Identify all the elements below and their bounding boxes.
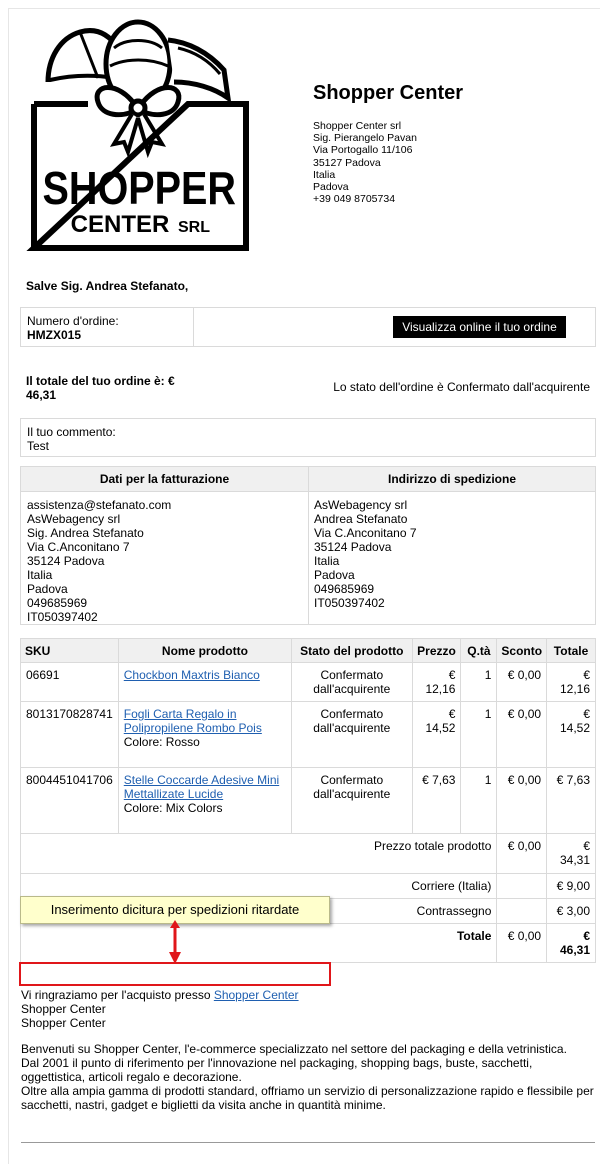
row-total bbox=[547, 768, 596, 834]
comment-box bbox=[20, 418, 596, 457]
status-line: Confermato bbox=[320, 773, 384, 787]
order-total-label: Il totale del tuo ordine è: € bbox=[26, 374, 175, 388]
shop-info-line: Via Portogallo 11/106 bbox=[313, 144, 413, 157]
product-status bbox=[292, 702, 412, 768]
cod-value: € 3,00 bbox=[547, 899, 596, 924]
product-total-row bbox=[21, 834, 596, 874]
shop-link[interactable]: Shopper Center bbox=[213, 988, 299, 1002]
row-total bbox=[547, 663, 596, 702]
quantity: 1 bbox=[461, 663, 497, 702]
total-line: 14,52 bbox=[559, 721, 590, 735]
about-text bbox=[21, 1042, 596, 1112]
signature-line: Shopper Center bbox=[21, 1002, 106, 1016]
col-header-qty: Q.tà bbox=[461, 639, 497, 663]
double-arrow-icon bbox=[160, 918, 190, 966]
product-cell bbox=[118, 702, 291, 768]
footer-divider bbox=[21, 1142, 595, 1143]
address-box bbox=[20, 466, 596, 625]
logo-text-center: CENTER bbox=[70, 211, 170, 238]
table-row bbox=[21, 663, 596, 702]
signature-line: Shopper Center bbox=[21, 1016, 106, 1030]
shipping-line: 35124 Padova bbox=[314, 540, 392, 554]
courier-discount bbox=[497, 874, 547, 899]
delayed-shipping-placeholder bbox=[19, 962, 331, 986]
discount: € 0,00 bbox=[497, 702, 547, 768]
about-paragraph: Dal 2001 il punto di riferimento per l'innovazione nel packaging, shopping bags, buste, sacchetti, oggettistica, articoli regalo e decorazione. bbox=[21, 1056, 533, 1084]
thanks-block bbox=[21, 988, 299, 1030]
about-paragraph: Oltre alla ampia gamma di prodotti standard, offriamo un servizio di personalizzazione rapido e flessibile per sacchetti, nastri, gadget e biglietti da visita anche in quantità minime. bbox=[21, 1084, 594, 1112]
product-total-discount: € 0,00 bbox=[497, 834, 547, 874]
shipping-line: Via C.Anconitano 7 bbox=[314, 526, 417, 540]
annotation-callout: Inserimento dicitura per spedizioni ritardate bbox=[20, 896, 330, 924]
billing-line: IT050397402 bbox=[27, 610, 98, 624]
shipping-header: Indirizzo di spedizione bbox=[309, 467, 595, 492]
total-line: € 7,63 bbox=[556, 773, 590, 787]
price-line: 14,52 bbox=[425, 721, 456, 735]
discount: € 0,00 bbox=[497, 663, 547, 702]
product-cell bbox=[118, 663, 291, 702]
product-status bbox=[292, 663, 412, 702]
price-line: € bbox=[448, 707, 456, 721]
view-order-online-button[interactable]: Visualizza online il tuo ordine bbox=[393, 316, 566, 338]
product-status bbox=[292, 768, 412, 834]
order-total-value: 46,31 bbox=[26, 388, 57, 402]
billing-line: Padova bbox=[27, 582, 68, 596]
shipping-line: Andrea Stefanato bbox=[314, 512, 408, 526]
status-line: dall'acquirente bbox=[313, 721, 391, 735]
total-line: 12,16 bbox=[559, 682, 590, 696]
status-line: dall'acquirente bbox=[313, 787, 391, 801]
col-header-status: Stato del prodotto bbox=[292, 639, 412, 663]
shipping-line: Italia bbox=[314, 554, 340, 568]
order-number-box bbox=[20, 307, 596, 347]
courier-row bbox=[21, 874, 596, 899]
grand-total-value bbox=[547, 924, 596, 963]
shop-address bbox=[313, 120, 417, 205]
value-line: 46,31 bbox=[559, 943, 590, 957]
product-total-value bbox=[547, 834, 596, 874]
grand-total-row bbox=[21, 924, 596, 963]
order-number: HMZX015 bbox=[27, 328, 82, 342]
value-line: 34,31 bbox=[559, 853, 590, 867]
price bbox=[412, 702, 461, 768]
price bbox=[412, 768, 461, 834]
shop-phone: +39 049 8705734 bbox=[313, 193, 396, 206]
divider bbox=[308, 467, 309, 624]
col-header-total: Totale bbox=[547, 639, 596, 663]
col-header-discount: Sconto bbox=[497, 639, 547, 663]
status-line: Confermato bbox=[320, 707, 384, 721]
thanks-text: Vi ringraziamo per l'acquisto presso bbox=[21, 988, 214, 1002]
product-cell bbox=[118, 768, 291, 834]
shipping-line: AsWebagency srl bbox=[314, 498, 408, 512]
order-status: Lo stato dell'ordine è Confermato dall'acquirente bbox=[333, 380, 590, 394]
price-line: € bbox=[448, 668, 456, 682]
cod-label: Contrassegno bbox=[21, 899, 497, 924]
order-total bbox=[26, 374, 196, 402]
billing-line: Via C.Anconitano 7 bbox=[27, 540, 130, 554]
grand-total-label: Totale bbox=[21, 924, 497, 963]
total-line: € bbox=[583, 668, 590, 682]
quantity: 1 bbox=[461, 702, 497, 768]
sku: 8004451041706 bbox=[21, 768, 119, 834]
greeting: Salve Sig. Andrea Stefanato, bbox=[26, 279, 189, 293]
shop-info-line: Padova bbox=[313, 181, 349, 194]
grand-total-discount: € 0,00 bbox=[497, 924, 547, 963]
shipping-line: IT050397402 bbox=[314, 596, 385, 610]
shipping-line: Padova bbox=[314, 568, 355, 582]
billing-line: 35124 Padova bbox=[27, 554, 105, 568]
col-header-price: Prezzo bbox=[412, 639, 461, 663]
row-total bbox=[547, 702, 596, 768]
order-number-label: Numero d'ordine: bbox=[27, 314, 119, 328]
value-line: € bbox=[583, 929, 590, 943]
billing-address bbox=[27, 498, 171, 624]
price-line: 12,16 bbox=[425, 682, 456, 696]
table-row bbox=[21, 702, 596, 768]
shop-info-line: Shopper Center srl bbox=[313, 120, 402, 132]
courier-label: Corriere (Italia) bbox=[21, 874, 497, 899]
product-link[interactable]: Fogli Carta Regalo in Polipropilene Rombo Pois bbox=[123, 707, 262, 735]
col-header-sku: SKU bbox=[21, 639, 119, 663]
price bbox=[412, 663, 461, 702]
about-paragraph: Benvenuti su Shopper Center, l'e-commerce specializzato nel settore del packaging e della vetrinistica. bbox=[21, 1042, 567, 1056]
billing-line: 049685969 bbox=[27, 596, 88, 610]
thanks-line bbox=[21, 988, 299, 1002]
product-link[interactable]: Stelle Coccarde Adesive Mini Mettallizate Lucide bbox=[123, 773, 280, 801]
shopper-center-logo bbox=[18, 18, 254, 254]
shop-name: Shopper Center bbox=[313, 82, 464, 104]
courier-value: € 9,00 bbox=[547, 874, 596, 899]
logo-text-shopper: SHOPPER bbox=[42, 163, 236, 215]
discount: € 0,00 bbox=[497, 768, 547, 834]
shipping-address bbox=[314, 498, 417, 610]
product-total-label: Prezzo totale prodotto bbox=[21, 834, 497, 874]
value-line: € bbox=[583, 839, 590, 853]
divider bbox=[193, 308, 194, 346]
billing-line: AsWebagency srl bbox=[27, 512, 121, 526]
product-color: Colore: Mix Colors bbox=[123, 801, 223, 815]
billing-email: assistenza@stefanato.com bbox=[27, 498, 172, 512]
price-line: € 7,63 bbox=[422, 773, 456, 787]
shop-info-line: Italia bbox=[313, 168, 336, 181]
quantity: 1 bbox=[461, 768, 497, 834]
billing-line: Sig. Andrea Stefanato bbox=[27, 526, 144, 540]
sku: 8013170828741 bbox=[21, 702, 119, 768]
total-line: € bbox=[583, 707, 590, 721]
status-line: Confermato bbox=[320, 668, 384, 682]
shop-info-line: 35127 Padova bbox=[313, 156, 381, 169]
product-color: Colore: Rosso bbox=[123, 735, 200, 749]
billing-line: Italia bbox=[27, 568, 53, 582]
sku: 06691 bbox=[21, 663, 119, 702]
product-link[interactable]: Chockbon Maxtris Bianco bbox=[123, 668, 260, 682]
billing-header: Dati per la fatturazione bbox=[21, 467, 308, 492]
comment-text: Test bbox=[27, 439, 50, 453]
comment-label: Il tuo commento: bbox=[27, 425, 116, 439]
col-header-product: Nome prodotto bbox=[118, 639, 291, 663]
table-header-row bbox=[21, 639, 596, 663]
shop-info-line: Sig. Pierangelo Pavan bbox=[313, 132, 417, 145]
status-line: dall'acquirente bbox=[313, 682, 391, 696]
cod-discount bbox=[497, 899, 547, 924]
logo-text-srl: SRL bbox=[178, 219, 210, 236]
table-row bbox=[21, 768, 596, 834]
shipping-line: 049685969 bbox=[314, 582, 375, 596]
